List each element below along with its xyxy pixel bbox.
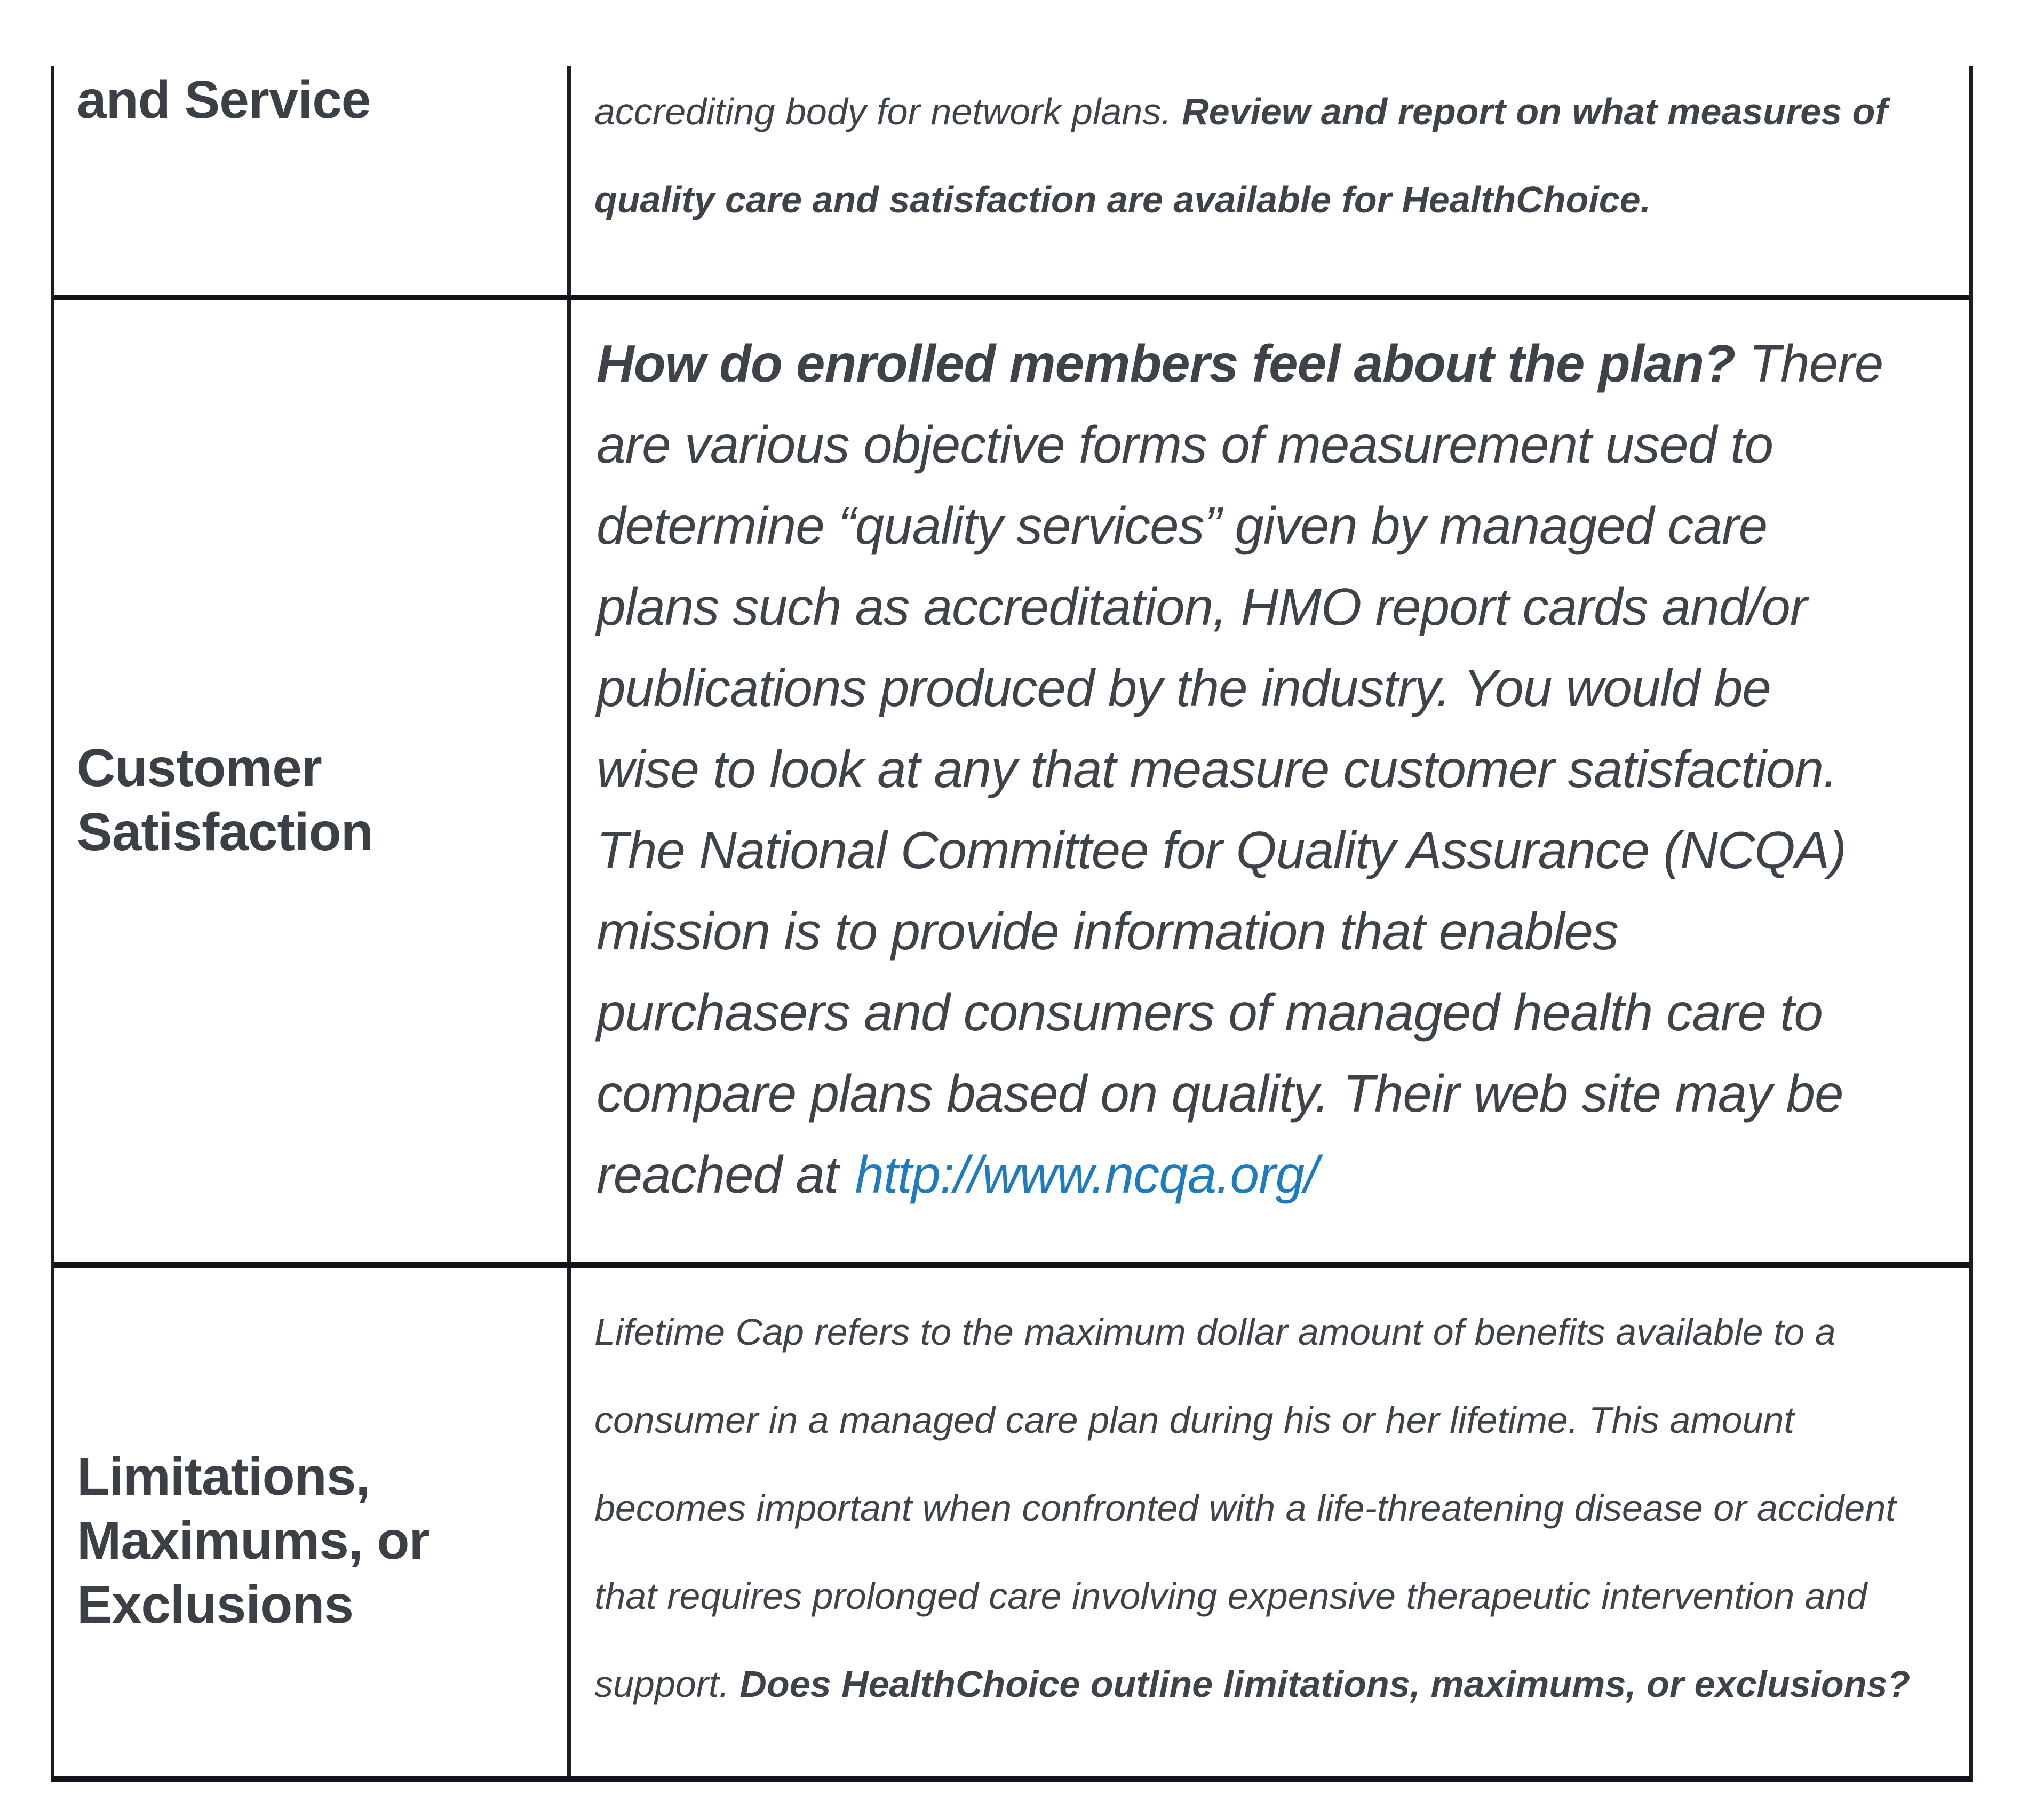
row-content-cell bbox=[571, 300, 1969, 1262]
label-line: Customer bbox=[77, 738, 322, 798]
text-segment: are various objective forms of measurement used to bbox=[597, 415, 1773, 474]
label-line: Limitations, bbox=[77, 1447, 370, 1506]
text-line bbox=[597, 323, 1939, 404]
text-segment: becomes important when confronted with a life-threatening disease or accident bbox=[594, 1487, 1896, 1529]
table-row-customer-satisfaction bbox=[54, 295, 1969, 1262]
text-segment: There bbox=[1735, 334, 1883, 393]
row-label-cell bbox=[54, 66, 571, 295]
text-line bbox=[597, 485, 1939, 566]
text-line bbox=[594, 1552, 1939, 1640]
row-content-cell bbox=[571, 66, 1969, 295]
text-segment: wise to look at any that measure customer satisfaction. bbox=[597, 740, 1838, 798]
table-row-limitations-maximums-exclusions bbox=[54, 1262, 1969, 1776]
text-line bbox=[597, 404, 1939, 485]
label-line: Maximums, or bbox=[77, 1511, 430, 1570]
text-segment: mission is to provide information that enables bbox=[597, 902, 1619, 961]
row-label-text bbox=[77, 1445, 552, 1637]
row-content-cell bbox=[571, 1268, 1969, 1776]
table-row-and-service bbox=[54, 66, 1969, 295]
text-segment-bold: Does HealthChoice outline limitations, maximums, or exclusions? bbox=[739, 1663, 1911, 1705]
text-line bbox=[597, 1134, 1939, 1215]
plan-comparison-table bbox=[51, 66, 1973, 1782]
row-label-text bbox=[77, 736, 552, 864]
row-label-cell bbox=[54, 300, 571, 1262]
text-segment: accrediting body for network plans. bbox=[594, 91, 1182, 132]
text-segment: support. bbox=[594, 1663, 740, 1705]
text-segment: reached at bbox=[597, 1145, 839, 1204]
text-segment-bold: Review and report on what measures of bbox=[1182, 91, 1888, 132]
text-segment: determine “quality services” given by managed care bbox=[597, 496, 1768, 555]
text-segment: The National Committee for Quality Assurance (NCQA) bbox=[597, 821, 1846, 879]
text-line bbox=[597, 891, 1939, 972]
text-segment-bold: quality care and satisfaction are available for HealthChoice. bbox=[594, 179, 1651, 220]
text-line bbox=[594, 1288, 1939, 1376]
text-line bbox=[594, 1464, 1939, 1552]
text-line bbox=[597, 566, 1939, 647]
text-line bbox=[597, 810, 1939, 891]
text-line bbox=[597, 972, 1939, 1053]
text-segment: that requires prolonged care involving expensive therapeutic intervention and bbox=[594, 1575, 1867, 1617]
text-segment: Lifetime Cap refers to the maximum dollar amount of benefits available to a bbox=[594, 1311, 1836, 1353]
text-line bbox=[597, 1053, 1939, 1134]
text-segment: publications produced by the industry. You would be bbox=[597, 658, 1771, 717]
label-line: Satisfaction bbox=[77, 802, 373, 862]
text-segment: plans such as accreditation, HMO report cards and/or bbox=[597, 577, 1807, 636]
text-line bbox=[597, 728, 1939, 810]
text-line bbox=[594, 68, 1939, 156]
label-line: and Service bbox=[77, 70, 371, 130]
label-line: Exclusions bbox=[77, 1575, 353, 1634]
text-line bbox=[594, 1640, 1939, 1728]
text-segment: compare plans based on quality. Their web site may be bbox=[597, 1064, 1843, 1123]
text-line bbox=[594, 156, 1939, 244]
text-line bbox=[594, 1376, 1939, 1464]
text-line bbox=[597, 647, 1939, 728]
text-segment: consumer in a managed care plan during his or her lifetime. This amount bbox=[594, 1399, 1794, 1441]
text-segment-bold: How do enrolled members feel about the plan? bbox=[597, 334, 1736, 393]
text-segment: purchasers and consumers of managed health care to bbox=[597, 983, 1823, 1042]
row-label-cell bbox=[54, 1268, 571, 1776]
row-label-text bbox=[77, 68, 552, 132]
ncqa-url-link[interactable]: http://www.ncqa.org/ bbox=[855, 1145, 1318, 1204]
